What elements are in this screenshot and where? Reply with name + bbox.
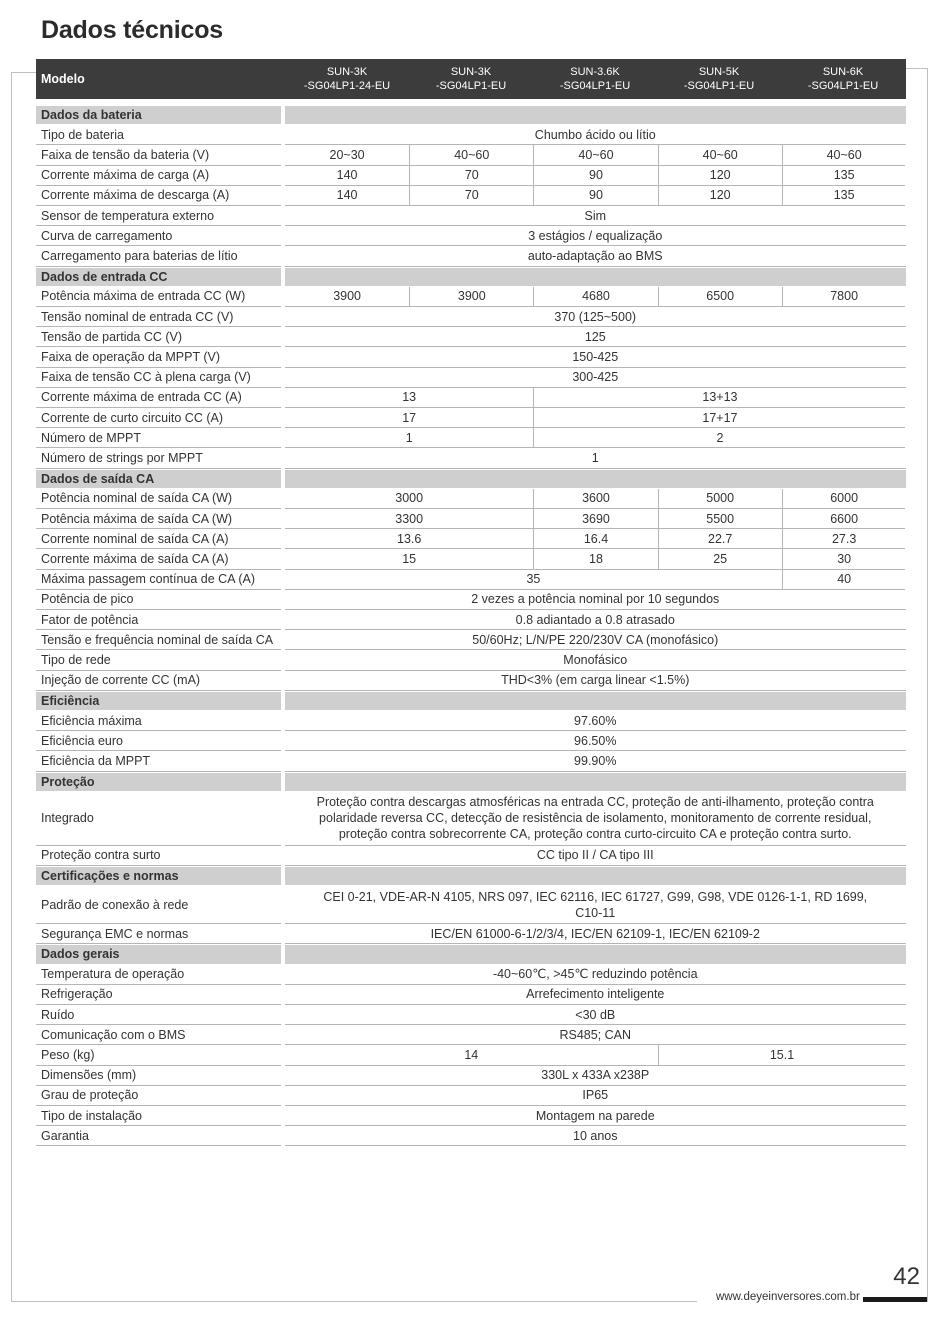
spec-value: 40~60 — [409, 145, 533, 165]
spec-row — [36, 590, 906, 610]
section-header — [36, 106, 906, 124]
spec-value: 40~60 — [658, 145, 782, 165]
frame-line-bottom — [11, 1301, 697, 1302]
spec-row — [36, 145, 906, 165]
header-model-4: SUN-5K -SG04LP1-EU — [683, 66, 755, 92]
spec-value: 27.3 — [782, 529, 906, 549]
spec-value: 1 — [285, 448, 906, 468]
section-title: Dados gerais — [36, 945, 281, 963]
spec-label: Segurança EMC e normas — [36, 924, 281, 944]
section-bar — [285, 945, 906, 963]
spec-label: Integrado — [36, 792, 281, 846]
spec-row — [36, 226, 906, 246]
spec-label: Faixa de tensão CC à plena carga (V) — [36, 368, 281, 388]
spec-row — [36, 307, 906, 327]
section-bar — [285, 106, 906, 124]
spec-value: auto-adaptação ao BMS — [285, 246, 906, 266]
spec-label: Fator de potência — [36, 610, 281, 630]
spec-value: THD<3% (em carga linear <1.5%) — [285, 671, 906, 691]
spec-label: Corrente máxima de descarga (A) — [36, 186, 281, 206]
spec-row — [36, 671, 906, 691]
spec-row — [36, 1025, 906, 1045]
spec-value: Proteção contra descargas atmosféricas na entrada CC, proteção de anti-ilhamento, proteção contra polaridade reversa CC, detecção de resistência de isolamento, monitoramento de corrente residual, proteção contra sobrecorrente CA, proteção contra curto-circuito CA e proteção contra surto. — [285, 792, 906, 846]
spec-row — [36, 408, 906, 428]
spec-label: Padrão de conexão à rede — [36, 886, 281, 924]
header-model-3: SUN-3.6K -SG04LP1-EU — [559, 66, 631, 92]
spec-value: 135 — [782, 186, 906, 206]
spec-row — [36, 711, 906, 731]
spec-label: Número de strings por MPPT — [36, 448, 281, 468]
spec-value: 3900 — [285, 287, 409, 307]
spec-value: 140 — [285, 166, 409, 186]
spec-value: 15.1 — [658, 1045, 906, 1065]
section-bar — [285, 773, 906, 791]
spec-row — [36, 347, 906, 367]
spec-value: 70 — [409, 166, 533, 186]
spec-row — [36, 166, 906, 186]
spec-value: 70 — [409, 186, 533, 206]
spec-value: 125 — [285, 327, 906, 347]
spec-label: Sensor de temperatura externo — [36, 206, 281, 226]
spec-label: Eficiência euro — [36, 731, 281, 751]
spec-label: Garantia — [36, 1126, 281, 1146]
spec-label: Corrente máxima de carga (A) — [36, 166, 281, 186]
spec-value: 14 — [285, 1045, 658, 1065]
spec-value: 2 vezes a potência nominal por 10 segundos — [285, 590, 906, 610]
spec-value: 300-425 — [285, 368, 906, 388]
spec-value: 96.50% — [285, 731, 906, 751]
spec-label: Potência máxima de saída CA (W) — [36, 509, 281, 529]
spec-value: 3690 — [533, 509, 657, 529]
spec-row — [36, 206, 906, 226]
spec-label: Máxima passagem contínua de CA (A) — [36, 570, 281, 590]
spec-row — [36, 985, 906, 1005]
frame-line-top-right — [905, 68, 928, 69]
spec-label: Eficiência da MPPT — [36, 751, 281, 771]
spec-value: 90 — [533, 166, 657, 186]
page-number: 42 — [893, 1263, 920, 1290]
spec-value: 6500 — [658, 287, 782, 307]
spec-label: Corrente de curto circuito CC (A) — [36, 408, 281, 428]
spec-label: Ruído — [36, 1005, 281, 1025]
spec-row — [36, 846, 906, 866]
spec-row — [36, 731, 906, 751]
spec-row — [36, 246, 906, 266]
spec-value: 3300 — [285, 509, 533, 529]
spec-label: Dimensões (mm) — [36, 1066, 281, 1086]
spec-value: 3 estágios / equalização — [285, 226, 906, 246]
spec-row — [36, 792, 906, 846]
spec-row — [36, 549, 906, 569]
section-bar — [285, 692, 906, 710]
spec-value: 13 — [285, 388, 533, 408]
spec-row — [36, 570, 906, 590]
section-header — [36, 773, 906, 791]
spec-value: 35 — [285, 570, 782, 590]
spec-value: 25 — [658, 549, 782, 569]
spec-label: Corrente máxima de entrada CC (A) — [36, 388, 281, 408]
spec-row — [36, 1045, 906, 1065]
spec-label: Refrigeração — [36, 985, 281, 1005]
header-model-2: SUN-3K -SG04LP1-EU — [435, 66, 507, 92]
spec-row — [36, 489, 906, 509]
footer-url: www.deyeinversores.com.br — [716, 1291, 860, 1303]
spec-row — [36, 1086, 906, 1106]
section-header — [36, 692, 906, 710]
spec-label: Potência máxima de entrada CC (W) — [36, 287, 281, 307]
footer-bar — [863, 1297, 927, 1302]
section-header — [36, 268, 906, 286]
spec-value: 40 — [782, 570, 906, 590]
spec-value: 30 — [782, 549, 906, 569]
section-title: Certificações e normas — [36, 867, 281, 885]
spec-row — [36, 388, 906, 408]
spec-value: 1 — [285, 428, 533, 448]
spec-label: Número de MPPT — [36, 428, 281, 448]
section-bar — [285, 867, 906, 885]
spec-row — [36, 287, 906, 307]
spec-row — [36, 924, 906, 944]
spec-label: Injeção de corrente CC (mA) — [36, 671, 281, 691]
spec-row — [36, 428, 906, 448]
spec-value: RS485; CAN — [285, 1025, 906, 1045]
spec-row — [36, 186, 906, 206]
spec-label: Faixa de operação da MPPT (V) — [36, 347, 281, 367]
spec-label: Tipo de bateria — [36, 125, 281, 145]
spec-value: 17+17 — [533, 408, 905, 428]
section-title: Proteção — [36, 773, 281, 791]
section-title: Dados da bateria — [36, 106, 281, 124]
spec-value: 370 (125~500) — [285, 307, 906, 327]
spec-label: Tensão de partida CC (V) — [36, 327, 281, 347]
spec-label: Tensão nominal de entrada CC (V) — [36, 307, 281, 327]
spec-value: 120 — [658, 186, 782, 206]
spec-value: 40~60 — [782, 145, 906, 165]
section-bar — [285, 268, 906, 286]
spec-value: Chumbo ácido ou lítio — [285, 125, 906, 145]
spec-label: Carregamento para baterias de lítio — [36, 246, 281, 266]
spec-value: 7800 — [782, 287, 906, 307]
spec-row — [36, 125, 906, 145]
spec-label: Tipo de instalação — [36, 1106, 281, 1126]
spec-value: <30 dB — [285, 1005, 906, 1025]
spec-value: 17 — [285, 408, 533, 428]
spec-value: 3000 — [285, 489, 533, 509]
spec-value: 5000 — [658, 489, 782, 509]
spec-value: 330L x 433A x238P — [285, 1066, 906, 1086]
frame-line-right — [927, 68, 928, 1302]
spec-value: 40~60 — [533, 145, 657, 165]
table-header — [36, 59, 906, 99]
spec-value: 13+13 — [533, 388, 905, 408]
spec-row — [36, 965, 906, 985]
spec-value: 13.6 — [285, 529, 533, 549]
header-model-label: Modelo — [41, 72, 85, 86]
spec-row — [36, 751, 906, 771]
spec-label: Tensão e frequência nominal de saída CA — [36, 630, 281, 650]
spec-value: IP65 — [285, 1086, 906, 1106]
spec-value: 135 — [782, 166, 906, 186]
spec-label: Proteção contra surto — [36, 846, 281, 866]
spec-row — [36, 610, 906, 630]
spec-label: Curva de carregamento — [36, 226, 281, 246]
spec-value: 140 — [285, 186, 409, 206]
spec-value: 15 — [285, 549, 533, 569]
spec-row — [36, 886, 906, 924]
spec-value: 22.7 — [658, 529, 782, 549]
spec-value: 16.4 — [533, 529, 657, 549]
header-model-1: SUN-3K -SG04LP1-24-EU — [303, 66, 391, 92]
spec-value: Monofásico — [285, 650, 906, 670]
spec-label: Tipo de rede — [36, 650, 281, 670]
spec-value: 6000 — [782, 489, 906, 509]
spec-label: Corrente máxima de saída CA (A) — [36, 549, 281, 569]
spec-value: 3600 — [533, 489, 657, 509]
spec-value: 150-425 — [285, 347, 906, 367]
spec-value: CC tipo II / CA tipo III — [285, 846, 906, 866]
spec-value: 0.8 adiantado a 0.8 atrasado — [285, 610, 906, 630]
spec-label: Comunicação com o BMS — [36, 1025, 281, 1045]
spec-value: 4680 — [533, 287, 657, 307]
spec-value: 99.90% — [285, 751, 906, 771]
spec-row — [36, 630, 906, 650]
section-header — [36, 945, 906, 963]
spec-row — [36, 327, 906, 347]
spec-row — [36, 368, 906, 388]
spec-row — [36, 529, 906, 549]
spec-row — [36, 509, 906, 529]
spec-value: CEI 0-21, VDE-AR-N 4105, NRS 097, IEC 62116, IEC 61727, G99, G98, VDE 0126-1-1, RD 1699, C10-11 — [285, 886, 906, 924]
spec-value: 6600 — [782, 509, 906, 529]
frame-line-left — [11, 72, 12, 1302]
spec-value: 5500 — [658, 509, 782, 529]
spec-label: Grau de proteção — [36, 1086, 281, 1106]
spec-value: 2 — [533, 428, 905, 448]
spec-label: Peso (kg) — [36, 1045, 281, 1065]
spec-value: -40~60℃, >45℃ reduzindo potência — [285, 965, 906, 985]
section-title: Dados de saída CA — [36, 470, 281, 488]
spec-value: 3900 — [409, 287, 533, 307]
section-bar — [285, 470, 906, 488]
spec-value: 18 — [533, 549, 657, 569]
spec-value: Montagem na parede — [285, 1106, 906, 1126]
spec-row — [36, 1126, 906, 1146]
spec-label: Temperatura de operação — [36, 965, 281, 985]
header-model-5: SUN-6K -SG04LP1-EU — [807, 66, 879, 92]
section-title: Eficiência — [36, 692, 281, 710]
section-header — [36, 470, 906, 488]
spec-value: 97.60% — [285, 711, 906, 731]
section-title: Dados de entrada CC — [36, 268, 281, 286]
spec-value: IEC/EN 61000-6-1/2/3/4, IEC/EN 62109-1, IEC/EN 62109-2 — [285, 924, 906, 944]
spec-value: 90 — [533, 186, 657, 206]
spec-label: Faixa de tensão da bateria (V) — [36, 145, 281, 165]
spec-label: Potência nominal de saída CA (W) — [36, 489, 281, 509]
spec-label: Potência de pico — [36, 590, 281, 610]
spec-label: Corrente nominal de saída CA (A) — [36, 529, 281, 549]
spec-row — [36, 1066, 906, 1086]
spec-value: Sim — [285, 206, 906, 226]
spec-row — [36, 1005, 906, 1025]
spec-row — [36, 1106, 906, 1126]
spec-value: 50/60Hz; L/N/PE 220/230V CA (monofásico) — [285, 630, 906, 650]
spec-row — [36, 448, 906, 468]
section-header — [36, 867, 906, 885]
spec-value: 10 anos — [285, 1126, 906, 1146]
spec-label: Eficiência máxima — [36, 711, 281, 731]
spec-value: 20~30 — [285, 145, 409, 165]
page-title: Dados técnicos — [41, 16, 223, 44]
spec-value: 120 — [658, 166, 782, 186]
frame-line-top-left — [11, 72, 36, 73]
spec-row — [36, 650, 906, 670]
spec-value: Arrefecimento inteligente — [285, 985, 906, 1005]
